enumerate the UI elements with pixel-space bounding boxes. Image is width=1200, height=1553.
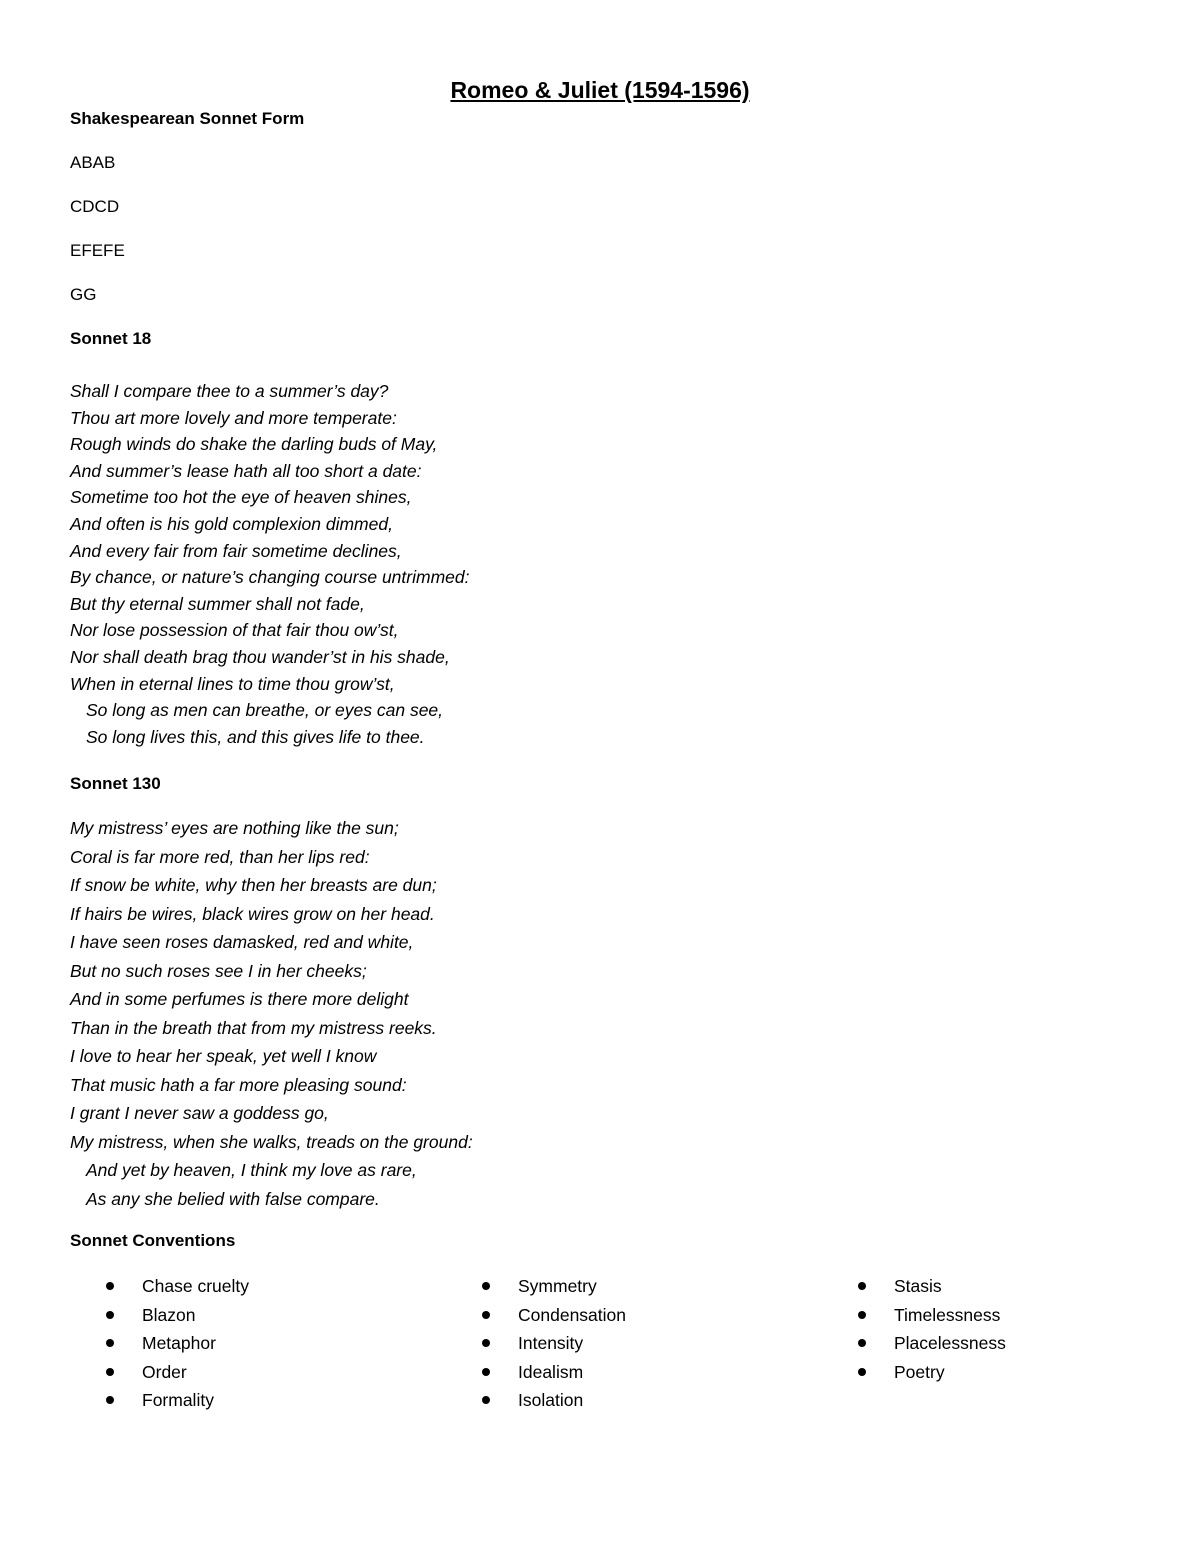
bullet-icon xyxy=(482,1396,490,1404)
bullet-icon xyxy=(858,1311,866,1319)
list-item-label: Placelessness xyxy=(894,1333,1006,1353)
rhyme-scheme-efefe: EFEFE xyxy=(70,241,125,260)
bullet-icon xyxy=(482,1282,490,1290)
list-item xyxy=(106,1358,249,1387)
list-item xyxy=(106,1301,249,1330)
poem-line: My mistress, when she walks, treads on the ground: xyxy=(70,1131,473,1152)
list-item-label: Formality xyxy=(142,1390,214,1410)
sonnet-18-heading: Sonnet 18 xyxy=(70,329,152,348)
list-item-label: Chase cruelty xyxy=(142,1276,249,1296)
list-item xyxy=(482,1358,626,1387)
poem-line: Rough winds do shake the darling buds of May, xyxy=(70,434,438,455)
list-item-label: Isolation xyxy=(518,1390,584,1410)
list-item xyxy=(482,1329,626,1358)
list-item xyxy=(106,1329,249,1358)
list-item-label: Order xyxy=(142,1361,187,1382)
bullet-icon xyxy=(482,1368,490,1376)
poem-line: Thou art more lovely and more temperate: xyxy=(70,407,397,428)
list-item-label: Poetry xyxy=(894,1361,945,1382)
rhyme-scheme-gg: GG xyxy=(70,285,97,304)
poem-line: My mistress’ eyes are nothing like the sun; xyxy=(70,818,399,838)
poem-couplet-line: And yet by heaven, I think my love as rare, xyxy=(86,1160,417,1180)
sonnet-130-heading: Sonnet 130 xyxy=(70,774,161,793)
bullet-icon xyxy=(106,1311,114,1319)
rhyme-scheme-cdcd: CDCD xyxy=(70,197,120,216)
poem-line: Shall I compare thee to a summer’s day? xyxy=(70,381,389,401)
poem-couplet-line: So long as men can breathe, or eyes can see, xyxy=(86,700,444,721)
poem-couplet-line: As any she belied with false compare. xyxy=(86,1188,380,1209)
poem-line: But thy eternal summer shall not fade, xyxy=(70,593,365,614)
poem-line: Nor shall death brag thou wander’st in his shade, xyxy=(70,646,450,667)
conventions-list-column-1 xyxy=(106,1272,249,1415)
poem-line: When in eternal lines to time thou grow’st, xyxy=(70,673,395,694)
conventions-list-column-2 xyxy=(482,1272,626,1415)
poem-line: If snow be white, why then her breasts are dun; xyxy=(70,875,437,895)
bullet-icon xyxy=(106,1368,114,1376)
list-item-label: Stasis xyxy=(894,1276,942,1296)
list-item xyxy=(858,1272,1006,1301)
poem-line: Nor lose possession of that fair thou ow’st, xyxy=(70,620,399,641)
list-item xyxy=(106,1386,249,1415)
poem-line: If hairs be wires, black wires grow on her head. xyxy=(70,903,435,924)
poem-line: By chance, or nature’s changing course untrimmed: xyxy=(70,567,470,588)
poem-couplet-line: So long lives this, and this gives life to thee. xyxy=(86,726,425,747)
poem-line: And summer’s lease hath all too short a date: xyxy=(70,460,422,481)
sonnet-18-text xyxy=(70,378,469,750)
list-item-label: Intensity xyxy=(518,1333,584,1353)
poem-line: I grant I never saw a goddess go, xyxy=(70,1103,329,1123)
poem-line: Coral is far more red, than her lips red: xyxy=(70,846,370,867)
bullet-icon xyxy=(858,1282,866,1290)
list-item-label: Idealism xyxy=(518,1361,584,1382)
bullet-icon xyxy=(106,1396,114,1404)
rhyme-scheme-abab: ABAB xyxy=(70,153,116,172)
poem-line: And every fair from fair sometime declines, xyxy=(70,540,402,561)
poem-line: Than in the breath that from my mistress reeks. xyxy=(70,1017,437,1038)
list-item-label: Blazon xyxy=(142,1304,196,1325)
list-item xyxy=(106,1272,249,1301)
list-item xyxy=(858,1329,1006,1358)
list-item xyxy=(482,1386,626,1415)
poem-line: And in some perfumes is there more delight xyxy=(70,989,409,1009)
bullet-icon xyxy=(106,1339,114,1347)
list-item xyxy=(482,1272,626,1301)
list-item-label: Condensation xyxy=(518,1304,626,1325)
poem-line: I have seen roses damasked, red and white, xyxy=(70,932,414,952)
bullet-icon xyxy=(858,1339,866,1347)
sonnet-130-text xyxy=(70,814,473,1213)
list-item xyxy=(482,1301,626,1330)
bullet-icon xyxy=(482,1339,490,1347)
list-item xyxy=(858,1358,1006,1387)
list-item-label: Metaphor xyxy=(142,1333,216,1353)
list-item-label: Timelessness xyxy=(894,1304,1001,1325)
poem-line: And often is his gold complexion dimmed, xyxy=(70,513,393,534)
conventions-list-column-3 xyxy=(858,1272,1006,1386)
bullet-icon xyxy=(482,1311,490,1319)
bullet-icon xyxy=(858,1368,866,1376)
poem-line: Sometime too hot the eye of heaven shines, xyxy=(70,487,412,508)
poem-line: I love to hear her speak, yet well I know xyxy=(70,1046,377,1066)
poem-line: That music hath a far more pleasing sound: xyxy=(70,1074,407,1095)
sonnet-conventions-heading: Sonnet Conventions xyxy=(70,1231,236,1250)
page-title: Romeo & Juliet (1594-1596) xyxy=(450,77,750,103)
list-item-label: Symmetry xyxy=(518,1276,597,1296)
list-item xyxy=(858,1301,1006,1330)
sonnet-form-heading: Shakespearean Sonnet Form xyxy=(70,109,305,128)
poem-line: But no such roses see I in her cheeks; xyxy=(70,960,367,981)
bullet-icon xyxy=(106,1282,114,1290)
